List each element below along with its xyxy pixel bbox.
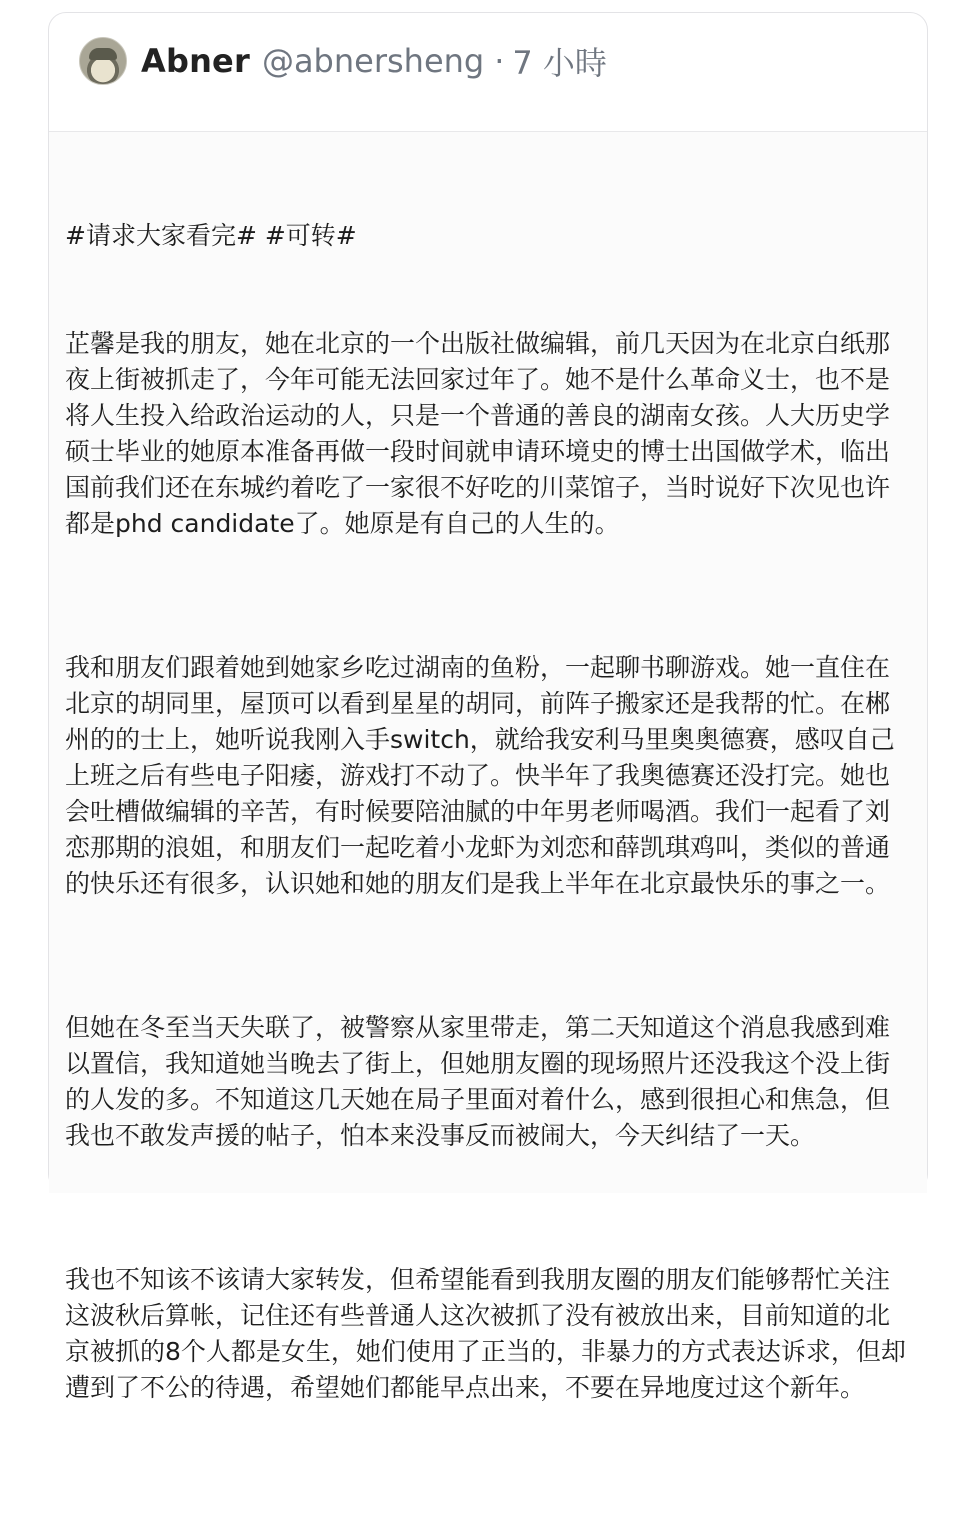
post-paragraph: 但她在冬至当天失联了，被警察从家里带走，第二天知道这个消息我感到难以置信，我知道她当晚去了街上，但她朋友圈的现场照片还没我这个没上街的人发的多。不知道这几天她在局子里面对着什么，感到很担心和焦急，但我也不敢发声援的帖子，怕本来没事反而被闹大，今天纠结了一天。 xyxy=(65,1013,891,1150)
author-name[interactable]: Abner xyxy=(141,42,250,80)
post-paragraph: 我和朋友们跟着她到她家乡吃过湖南的鱼粉，一起聊书聊游戏。她一直住在北京的胡同里，屋顶可以看到星星的胡同，前阵子搬家还是我帮的忙。在郴州的的士上，她听说我刚入手switch，就给我安利马里奥奥德赛，感叹自己上班之后有些电子阳痿，游戏打不动了。快半年了我奥德赛还没打完。她也会吐槽做编辑的辛苦，有时候要陪油腻的中年男老师喝酒。我们一起看了刘恋那期的浪姐，和朋友们一起吃着小龙虾为刘恋和薛凯琪鸡叫，类似的普通的快乐还有很多，认识她和她的朋友们是我上半年在北京最快乐的事之一。 xyxy=(65,653,895,898)
post-paragraph: 我也不知该不该请大家转发，但希望能看到我朋友圈的朋友们能够帮忙关注这波秋后算帐，记住还有些普通人这次被抓了没有被放出来，目前知道的北京被抓的8个人都是女生，她们使用了正当的，非暴力的方式表达诉求，但却遭到了不公的待遇，希望她们都能早点出来，不要在异地度过这个新年。 xyxy=(65,1265,906,1402)
post-body xyxy=(65,146,911,1514)
tweet-header xyxy=(49,13,927,117)
tweet-card xyxy=(48,12,928,1402)
meta-separator: · xyxy=(494,42,505,80)
post-hashtags: #请求大家看完# #可转# xyxy=(65,221,357,250)
post-paragraph: 芷馨是我的朋友，她在北京的一个出版社做编辑，前几天因为在北京白纸那夜上街被抓走了，今年可能无法回家过年了。她不是什么革命义士，也不是将人生投入给政治运动的人，只是一个普通的善良的湖南女孩。人大历史学硕士毕业的她原本准备再做一段时间就申请环境史的博士出国做学术，临出国前我们还在东城约着吃了一家很不好吃的川菜馆子，当时说好下次见也许都是phd candidate了。她原是有自己的人生的。 xyxy=(65,329,891,538)
attached-text-image[interactable] xyxy=(49,131,927,1402)
author-avatar[interactable] xyxy=(79,37,127,85)
post-timestamp[interactable]: 7 小時 xyxy=(512,44,607,82)
author-handle[interactable]: @abnersheng xyxy=(261,42,485,80)
